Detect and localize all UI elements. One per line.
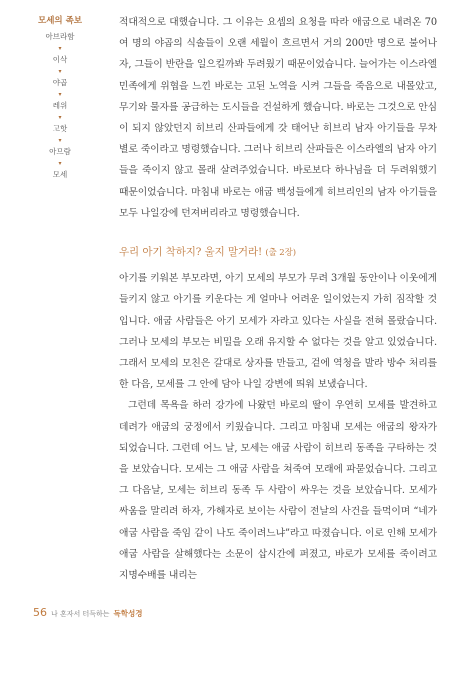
page-number: 56 [33, 606, 47, 619]
genealogy-item: 야곱 [52, 78, 68, 87]
genealogy-item: 모세 [52, 170, 68, 179]
down-arrow-icon: ▾ [58, 160, 62, 167]
down-arrow-icon: ▾ [58, 137, 62, 144]
section-reference: (출 2장) [265, 248, 296, 259]
section-heading-text: 우리 아기 착하지? 울지 말거라! [119, 246, 263, 259]
down-arrow-icon: ▾ [58, 68, 62, 75]
genealogy-item: 고핫 [52, 124, 68, 133]
body-paragraph: 그런데 목욕을 하러 강가에 나왔던 바로의 딸이 우연히 모세를 발견하고 데려가 애굽의 궁정에서 키웠습니다. 그리고 마침내 모세는 애굽의 왕자가 되었습니다. 그런데 어느 날, 모세는 애굽 사람이 히브리 동족을 구타하는 것을 보았습니다. 모세는 그 애굽 사람을 쳐죽여 모래에 파묻었습니다. 그리고 그 다음날, 모세는 히브리 동족 두 사람이 싸우는 것을 보았습니다. 모세가 싸움을 말리려 하자, 가해자로 보이는 사람이 전날의 사건을 들먹이며 “네가 애굽 사람을 죽임 같이 나도 죽이려느냐”라고 따졌습니다. 이로 인해 모세가 애굽 사람을 살해했다는 소문이 삽시간에 퍼졌고, 바로가 모세를 죽이려고 지명수배를 내리는 [119, 400, 437, 582]
genealogy-item: 아브라함 [45, 32, 75, 41]
book-subtitle: 나 혼자서 터득하는 [51, 610, 110, 618]
sidebar-title: 모세의 족보 [37, 16, 82, 26]
body-paragraph: 적대적으로 대했습니다. 그 이유는 요셉의 요청을 따라 애굽으로 내려온 70여 명의 야곱의 식솔들이 오랜 세월이 흐르면서 거의 200만 명으로 불어나자, 그들이 반란을 일으킬까봐 두려웠기 때문이었습니다. 늘어가는 이스라엘 민족에게 위협을 느낀 바로는 고된 노역을 시켜 그들을 죽음으로 내몰았고, 무기와 물자를 공급하는 도시들을 건설하게 했습니다. 바로는 그것으로 안심이 되지 않았던지 히브리 산파들에게 갓 태어난 히브리 남자 아기들을 무차별로 죽이라고 명령했습니다. 그러나 히브리 산파들은 이스라엘의 남자 아기들을 죽이지 않고 몰래 살려주었습니다. 바로보다 하나님을 더 두려워했기 때문이었습니다. 마침내 바로는 애굽 백성들에게 히브리인의 남자 아기들을 모두 나일강에 던져버리라고 명령했습니다. [119, 17, 437, 219]
down-arrow-icon: ▾ [58, 45, 62, 52]
genealogy-sidebar [20, 14, 100, 180]
section-heading [119, 242, 437, 264]
page-footer [33, 606, 143, 619]
genealogy-item: 아므람 [49, 147, 71, 156]
book-title: 독학성경 [113, 609, 143, 618]
body-paragraph: 아기를 키워본 부모라면, 아기 모세의 부모가 무려 3개월 동안이나 이웃에게 들키지 않고 아기를 키운다는 게 얼마나 어려운 일이었는지 가히 짐작할 것입니다. 애굽 사람들은 아기 모세가 자라고 있다는 사실을 전혀 몰랐습니다. 그러나 모세의 부모는 비밀을 오래 유지할 수 없다는 것을 알고 있었습니다. 그래서 모세의 모친은 갈대로 상자를 만들고, 겉에 역청을 발라 방수 처리를 한 다음, 모세를 그 안에 담아 나일 강변에 띄워 보냈습니다. [119, 273, 437, 391]
genealogy-item: 이삭 [52, 55, 68, 64]
page-body [119, 12, 437, 586]
down-arrow-icon: ▾ [58, 91, 62, 98]
down-arrow-icon: ▾ [58, 114, 62, 121]
genealogy-item: 레위 [52, 101, 68, 110]
